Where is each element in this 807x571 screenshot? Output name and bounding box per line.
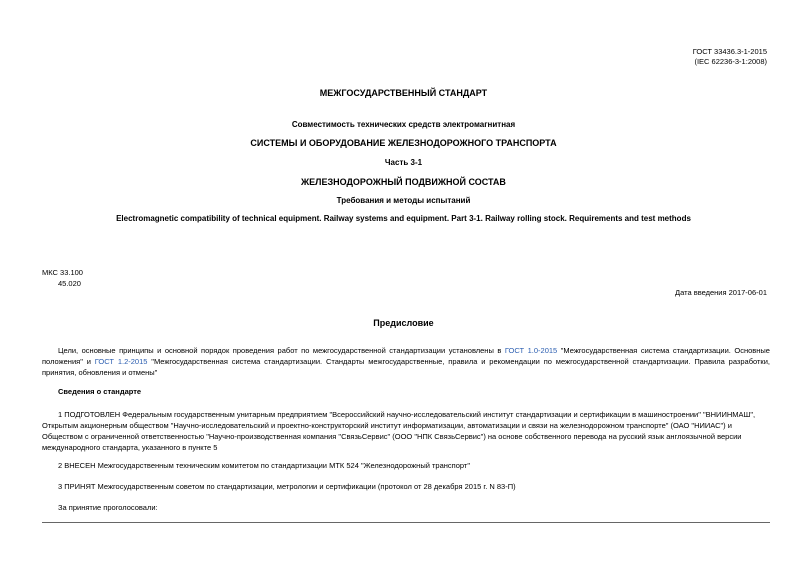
- part-number: Часть 3-1: [384, 158, 423, 167]
- mks-codes: [42, 267, 83, 289]
- preface-heading: Предисловие: [373, 318, 434, 328]
- voted-label: За принятие проголосовали:: [58, 503, 158, 512]
- requirements-title: Требования и методы испытаний: [336, 196, 471, 205]
- bottom-divider: [42, 522, 770, 523]
- info-item-3: 3 ПРИНЯТ Межгосударственным советом по стандартизации, метрологии и сертификации (протокол от 28 декабря 2015 г. N 83-П): [58, 482, 516, 491]
- preface-paragraph: [42, 345, 770, 378]
- mks-second-code: 45.020: [58, 279, 81, 288]
- standard-info-heading: Сведения о стандарте: [58, 387, 142, 396]
- gost-1-0-link[interactable]: ГОСТ 1.0-2015: [504, 346, 558, 355]
- english-title: Electromagnetic compatibility of technical equipment. Railway systems and equipment. Part 3-1. Railway rolling stock. Requirements and test methods: [116, 214, 691, 223]
- preface-text-2: "Межгосударственная система стандартизации. Основные положения" и: [42, 346, 770, 366]
- document-subtitle: Совместимость технических средств электромагнитная: [291, 120, 516, 129]
- gost-number: ГОСТ 33436.3-1-2015: [692, 47, 767, 56]
- info-item-2: 2 ВНЕСЕН Межгосударственным техническим комитетом по стандартизации МТК 524 "Железнодорожный транспорт": [58, 461, 470, 470]
- standard-type: МЕЖГОСУДАРСТВЕННЫЙ СТАНДАРТ: [319, 88, 488, 98]
- document-code: [693, 47, 767, 67]
- preface-text-1: Цели, основные принципы и основной порядок проведения работ по межгосударственной стандартизации установлены в: [58, 346, 505, 355]
- mks-label: МКС 33.100: [42, 268, 83, 277]
- preface-text-3: "Межгосударственная система стандартизации. Стандарты межгосударственные, правила и рекомендации по межгосударственной стандартизации. Правила разработки, принятия, обновления и отмены": [42, 357, 770, 377]
- info-item-1: 1 ПОДГОТОВЛЕН Федеральным государственным унитарным предприятием "Всероссийский научно-исследовательский институт стандартизации и сертификации в машиностроении" "ВНИИНМАШ", Открытым акционерным обществом "Научно-исследовательский и проектно-конструкторский институт информатизации, автоматизации и связи на железнодорожном транспорте" (ОАО "НИИАС") и Обществом с ограниченной ответственностью "Научно-производственная компания "СвязьСервис" (ООО "НПК СвязьСервис") на основе собственного перевода на русский язык англоязычной версии международного стандарта, указанного в пункте 5: [42, 410, 756, 452]
- introduction-date: Дата введения 2017-06-01: [675, 288, 767, 297]
- part-title: ЖЕЛЕЗНОДОРОЖНЫЙ ПОДВИЖНОЙ СОСТАВ: [301, 177, 506, 187]
- gost-1-2-link[interactable]: ГОСТ 1.2-2015: [94, 357, 148, 366]
- iec-number: (IEC 62236-3-1:2008): [694, 57, 767, 66]
- document-title: СИСТЕМЫ И ОБОРУДОВАНИЕ ЖЕЛЕЗНОДОРОЖНОГО ТРАНСПОРТА: [250, 138, 557, 148]
